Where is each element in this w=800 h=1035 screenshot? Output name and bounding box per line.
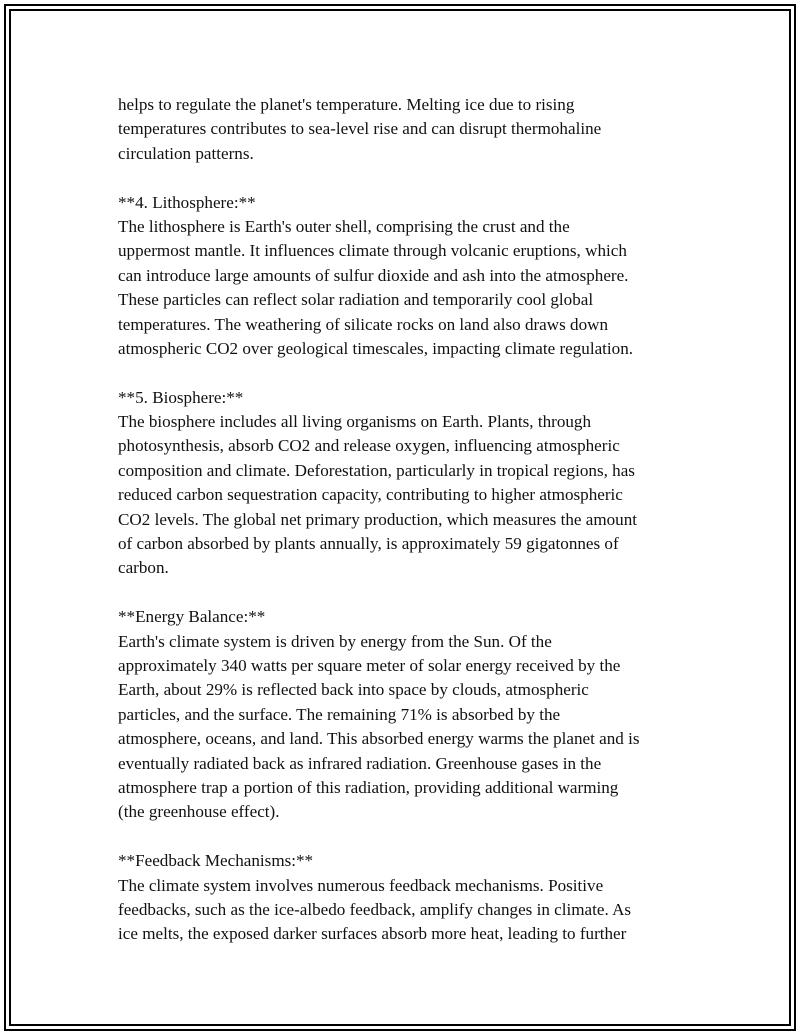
text-line: Earth, about 29% is reflected back into space by clouds, atmospheric	[118, 680, 589, 700]
text-line: composition and climate. Deforestation, particularly in tropical regions, has	[118, 460, 635, 480]
text-line: particles, and the surface. The remaining 71% is absorbed by the	[118, 704, 561, 724]
text-line: helps to regulate the planet's temperature. Melting ice due to rising	[118, 95, 575, 114]
text-line: eventually radiated back as infrared radiation. Greenhouse gases in the	[118, 753, 602, 773]
text-line: Earth's climate system is driven by energy from the Sun. Of the	[118, 631, 552, 651]
section-feedback-mechanisms	[118, 849, 693, 947]
text-line: The biosphere includes all living organisms on Earth. Plants, through	[118, 412, 592, 432]
paragraph-gap	[118, 361, 693, 385]
text-line: atmospheric CO2 over geological timescales, impacting climate regulation.	[118, 338, 634, 358]
section-heading: **5. Biosphere:**	[118, 387, 244, 407]
text-line: circulation patterns.	[118, 143, 254, 163]
text-line: photosynthesis, absorb CO2 and release oxygen, influencing atmospheric	[118, 436, 620, 456]
section-heading: **Energy Balance:**	[118, 607, 266, 627]
text-line: atmosphere, oceans, and land. This absorbed energy warms the planet and is	[118, 729, 640, 749]
text-line: of carbon absorbed by plants annually, is approximately 59 gigatonnes of	[118, 534, 619, 554]
section-lithosphere	[118, 191, 693, 362]
paragraph-gap	[118, 825, 693, 849]
text-line: CO2 levels. The global net primary production, which measures the amount	[118, 509, 638, 529]
text-line: (the greenhouse effect).	[118, 802, 280, 822]
section-energy-balance	[118, 605, 693, 825]
text-line: feedbacks, such as the ice-albedo feedback, amplify changes in climate. As	[118, 899, 632, 919]
text-line: temperatures contributes to sea-level rise and can disrupt thermohaline	[118, 119, 602, 139]
section-biosphere	[118, 386, 693, 581]
section-heading: **4. Lithosphere:**	[118, 192, 256, 212]
text-line: ice melts, the exposed darker surfaces absorb more heat, leading to further	[118, 924, 627, 944]
text-line: approximately 340 watts per square meter of solar energy received by the	[118, 655, 621, 675]
section-heading: **Feedback Mechanisms:**	[118, 851, 314, 871]
text-line: These particles can reflect solar radiation and temporarily cool global	[118, 290, 594, 310]
text-line: reduced carbon sequestration capacity, contributing to higher atmospheric	[118, 485, 623, 505]
text-line: The climate system involves numerous feedback mechanisms. Positive	[118, 875, 604, 895]
text-line: atmosphere trap a portion of this radiation, providing additional warming	[118, 777, 619, 797]
paragraph-gap	[118, 581, 693, 605]
text-line: carbon.	[118, 558, 169, 578]
paragraph-continuation	[118, 93, 693, 166]
text-line: The lithosphere is Earth's outer shell, comprising the crust and the	[118, 216, 570, 236]
text-line: temperatures. The weathering of silicate rocks on land also draws down	[118, 314, 609, 334]
text-line: can introduce large amounts of sulfur dioxide and ash into the atmosphere.	[118, 265, 629, 285]
text-line: uppermost mantle. It influences climate through volcanic eruptions, which	[118, 241, 627, 261]
document-body	[118, 93, 693, 947]
paragraph-gap	[118, 166, 693, 190]
